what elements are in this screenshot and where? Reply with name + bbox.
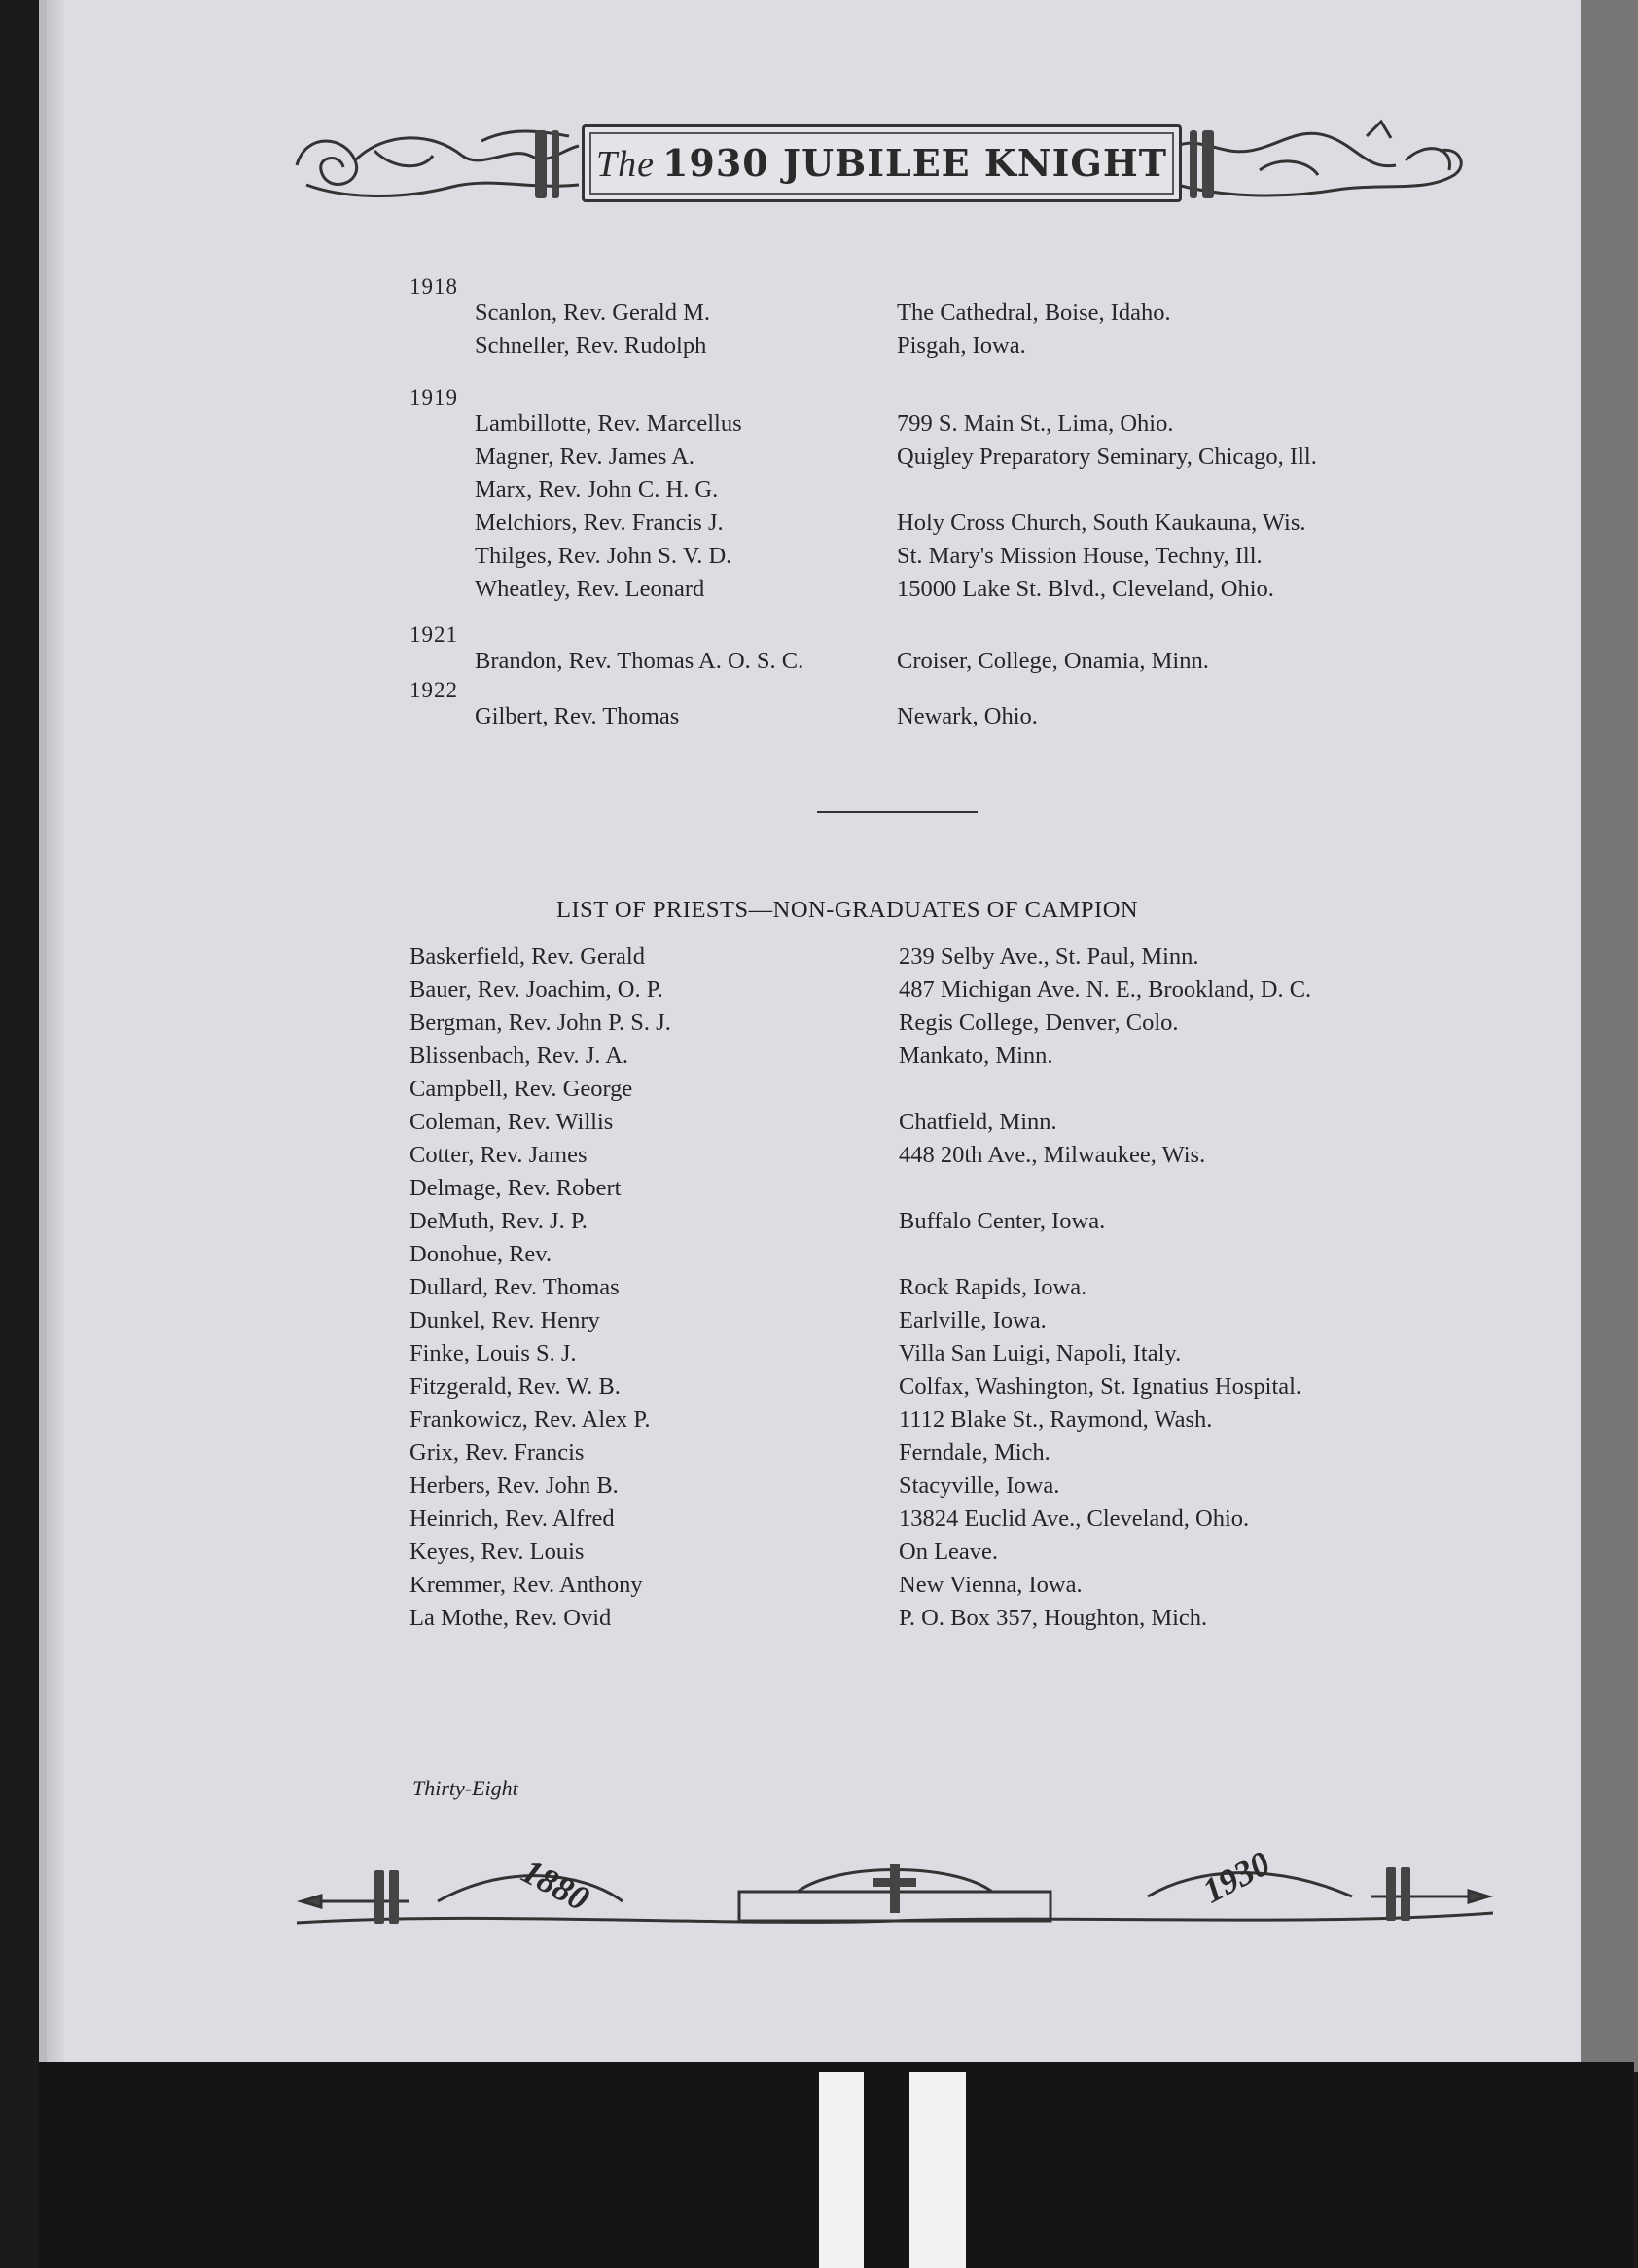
priest-address: 15000 Lake St. Blvd., Cleveland, Ohio. xyxy=(897,576,1274,602)
priest-address: New Vienna, Iowa. xyxy=(899,1572,1083,1598)
priest-name: Scanlon, Rev. Gerald M. xyxy=(475,300,710,326)
priest-name: DeMuth, Rev. J. P. xyxy=(410,1208,588,1234)
section-heading: LIST OF PRIESTS—NON-GRADUATES OF CAMPION xyxy=(556,897,1139,923)
priest-name: Bauer, Rev. Joachim, O. P. xyxy=(410,976,663,1003)
priest-name: Donohue, Rev. xyxy=(410,1241,552,1267)
priest-name: Campbell, Rev. George xyxy=(410,1076,633,1102)
priest-name: Coleman, Rev. Willis xyxy=(410,1109,614,1135)
section-divider xyxy=(817,811,978,813)
priest-name: Grix, Rev. Francis xyxy=(410,1439,585,1466)
priest-address: Pisgah, Iowa. xyxy=(897,333,1026,359)
priest-address: Ferndale, Mich. xyxy=(899,1439,1050,1466)
header-banner xyxy=(287,117,1474,214)
priest-name: Brandon, Rev. Thomas A. O. S. C. xyxy=(475,648,804,674)
priest-address: 799 S. Main St., Lima, Ohio. xyxy=(897,410,1174,437)
priest-address: Buffalo Center, Iowa. xyxy=(899,1208,1106,1234)
priest-name: Baskerfield, Rev. Gerald xyxy=(410,943,645,970)
priest-address: 1112 Blake St., Raymond, Wash. xyxy=(899,1406,1213,1433)
class-year: 1918 xyxy=(410,274,458,299)
footer-ornament xyxy=(292,1843,1498,1931)
scan-mark xyxy=(819,2072,864,2268)
title-main: 1930 JUBILEE KNIGHT xyxy=(661,141,1168,185)
priest-name: Lambillotte, Rev. Marcellus xyxy=(475,410,742,437)
priest-name: Marx, Rev. John C. H. G. xyxy=(475,477,719,503)
priest-name: Schneller, Rev. Rudolph xyxy=(475,333,707,359)
priest-address: Croiser, College, Onamia, Minn. xyxy=(897,648,1209,674)
founding-year: 1880 xyxy=(515,1851,596,1919)
priest-name: Cotter, Rev. James xyxy=(410,1142,588,1168)
priest-address: Newark, Ohio. xyxy=(897,703,1038,729)
priest-name: Bergman, Rev. John P. S. J. xyxy=(410,1010,671,1036)
priest-name: Finke, Louis S. J. xyxy=(410,1340,577,1366)
priest-address: Earlville, Iowa. xyxy=(899,1307,1047,1333)
priest-address: The Cathedral, Boise, Idaho. xyxy=(897,300,1171,326)
priest-name: Dullard, Rev. Thomas xyxy=(410,1274,620,1300)
facing-page-edge xyxy=(1581,0,1638,2072)
priest-address: Regis College, Denver, Colo. xyxy=(899,1010,1179,1036)
priest-address: Villa San Luigi, Napoli, Italy. xyxy=(899,1340,1182,1366)
priest-name: Fitzgerald, Rev. W. B. xyxy=(410,1373,621,1400)
priest-name: Magner, Rev. James A. xyxy=(475,443,695,470)
page-folio: Thirty-Eight xyxy=(412,1776,518,1800)
priest-name: Wheatley, Rev. Leonard xyxy=(475,576,705,602)
class-year: 1919 xyxy=(410,385,458,409)
priest-address: 239 Selby Ave., St. Paul, Minn. xyxy=(899,943,1199,970)
priest-name: Blissenbach, Rev. J. A. xyxy=(410,1043,629,1069)
banner-title-frame xyxy=(582,124,1182,202)
priest-address: 487 Michigan Ave. N. E., Brookland, D. C. xyxy=(899,976,1312,1003)
priest-name: Kremmer, Rev. Anthony xyxy=(410,1572,643,1598)
priest-name: Dunkel, Rev. Henry xyxy=(410,1307,600,1333)
priest-address: Quigley Preparatory Seminary, Chicago, Ill. xyxy=(897,443,1317,470)
priest-name: Herbers, Rev. John B. xyxy=(410,1472,619,1499)
page-edge xyxy=(47,0,64,2072)
priest-address: 448 20th Ave., Milwaukee, Wis. xyxy=(899,1142,1206,1168)
priest-address: P. O. Box 357, Houghton, Mich. xyxy=(899,1605,1208,1631)
class-year: 1922 xyxy=(410,678,458,702)
priest-address: Holy Cross Church, South Kaukauna, Wis. xyxy=(897,510,1306,536)
priest-name: Heinrich, Rev. Alfred xyxy=(410,1506,615,1532)
priest-name: Delmage, Rev. Robert xyxy=(410,1175,622,1201)
priest-address: On Leave. xyxy=(899,1539,999,1565)
priest-address: Chatfield, Minn. xyxy=(899,1109,1057,1135)
priest-name: Keyes, Rev. Louis xyxy=(410,1539,585,1565)
priest-address: Stacyville, Iowa. xyxy=(899,1472,1060,1499)
class-year: 1921 xyxy=(410,622,458,647)
sword-banner-icon xyxy=(292,1843,1498,1931)
priest-name: Thilges, Rev. John S. V. D. xyxy=(475,543,732,569)
priest-name: La Mothe, Rev. Ovid xyxy=(410,1605,612,1631)
priest-name: Frankowicz, Rev. Alex P. xyxy=(410,1406,651,1433)
book-page xyxy=(39,0,1588,2062)
priest-address: Colfax, Washington, St. Ignatius Hospital. xyxy=(899,1373,1302,1400)
priest-name: Gilbert, Rev. Thomas xyxy=(475,703,680,729)
title-article: The xyxy=(595,144,655,185)
priest-address: St. Mary's Mission House, Techny, Ill. xyxy=(897,543,1263,569)
publication-title xyxy=(596,141,1167,186)
priest-address: Rock Rapids, Iowa. xyxy=(899,1274,1087,1300)
priest-address: 13824 Euclid Ave., Cleveland, Ohio. xyxy=(899,1506,1250,1532)
jubilee-year: 1930 xyxy=(1195,1843,1277,1911)
priest-address: Mankato, Minn. xyxy=(899,1043,1053,1069)
scan-mark xyxy=(909,2072,966,2268)
priest-name: Melchiors, Rev. Francis J. xyxy=(475,510,724,536)
